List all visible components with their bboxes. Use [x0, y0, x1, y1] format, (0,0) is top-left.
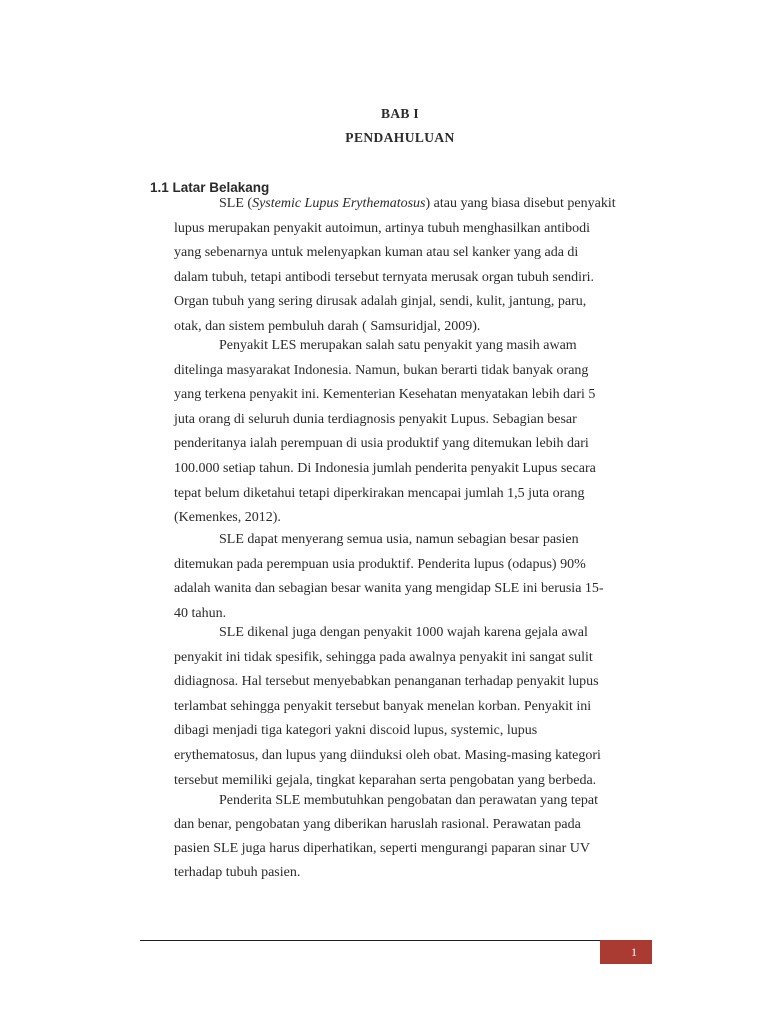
paragraph-line: 100.000 setiap tahun. Di Indonesia jumlah penderita penyakit Lupus secara	[174, 460, 596, 476]
page-number-badge	[600, 940, 652, 964]
paragraph-line: terlambat sehingga penyakit tersebut banyak menelan korban. Penyakit ini	[174, 698, 592, 714]
paragraph-line: tepat belum diketahui tetapi diperkirakan mencapai jumlah 1,5 juta orang	[174, 485, 585, 501]
paragraph-line: yang sebenarnya untuk melenyapkan kuman atau sel kanker yang ada di	[174, 245, 579, 261]
paragraph-line: pasien SLE juga harus diperhatikan, seperti mengurangi paparan sinar UV	[174, 841, 590, 857]
paragraph-line: penyakit ini tidak spesifik, sehingga pada awalnya penyakit ini sangat sulit	[174, 649, 593, 665]
footer-rule	[140, 940, 652, 941]
italic-term: Systemic Lupus Erythematosus	[252, 196, 426, 211]
paragraph-line: yang terkena penyakit ini. Kementerian Kesehatan menyatakan lebih dari 5	[174, 387, 596, 403]
paragraph-line: otak, dan sistem pembuluh darah ( Samsuridjal, 2009).	[174, 318, 481, 334]
paragraph-line: ditelinga masyarakat Indonesia. Namun, bukan berarti tidak banyak orang	[174, 362, 589, 378]
paragraph-line: 40 tahun.	[174, 605, 227, 621]
page-number: 1	[631, 945, 637, 959]
paragraph-line: erythematosus, dan lupus yang diinduksi oleh obat. Masing-masing kategori	[174, 747, 601, 763]
paragraph-line: Penderita SLE membutuhkan pengobatan dan perawatan yang tepat	[219, 793, 599, 808]
paragraph-line: tersebut memiliki gejala, tingkat keparahan serta pengobatan yang berbeda.	[174, 772, 597, 788]
paragraph-5	[174, 789, 664, 885]
paragraph-4	[174, 621, 664, 793]
section-heading: 1.1 Latar Belakang	[150, 180, 270, 195]
paragraph-line: (Kemenkes, 2012).	[174, 510, 281, 526]
paragraph-line: dalam tubuh, tetapi antibodi tersebut ternyata merusak organ tubuh sendiri.	[174, 269, 595, 285]
chapter-number: BAB I	[381, 106, 419, 121]
chapter-title: PENDAHULUAN	[345, 130, 455, 145]
paragraph-line: penderitanya ialah perempuan di usia produktif yang ditemukan lebih dari	[174, 436, 589, 452]
paragraph-line: Penyakit LES merupakan salah satu penyakit yang masih awam	[219, 338, 577, 353]
paragraph-line: dibagi menjadi tiga kategori yakni discoid lupus, systemic, lupus	[174, 723, 538, 739]
paragraph-3	[174, 528, 664, 626]
text-span: ) atau yang biasa disebut penyakit	[425, 196, 616, 211]
paragraph-2	[174, 334, 664, 531]
paragraph-line: adalah wanita dan sebagian besar wanita yang mengidap SLE ini berusia 15-	[174, 581, 604, 597]
paragraph-line: SLE dapat menyerang semua usia, namun sebagian besar pasien	[219, 532, 579, 547]
paragraph-line: ditemukan pada perempuan usia produktif. Penderita lupus (odapus) 90%	[174, 556, 586, 572]
paragraph-line: SLE dikenal juga dengan penyakit 1000 wajah karena gejala awal	[219, 625, 588, 640]
paragraph-line: dan benar, pengobatan yang diberikan haruslah rasional. Perawatan pada	[174, 817, 581, 833]
paragraph-1	[174, 192, 664, 340]
paragraph-line: lupus merupakan penyakit autoimun, artinya tubuh menghasilkan antibodi	[174, 220, 591, 236]
paragraph-line: terhadap tubuh pasien.	[174, 865, 301, 881]
paragraph-line: didiagnosa. Hal tersebut menyebabkan penanganan terhadap penyakit lupus	[174, 674, 599, 690]
text-span: SLE (	[219, 196, 253, 211]
paragraph-line: juta orang di seluruh dunia terdiagnosis penyakit Lupus. Sebagian besar	[174, 411, 577, 427]
paragraph-line: Organ tubuh yang sering dirusak adalah ginjal, sendi, kulit, jantung, paru,	[174, 294, 587, 310]
paragraph-line	[174, 192, 664, 217]
